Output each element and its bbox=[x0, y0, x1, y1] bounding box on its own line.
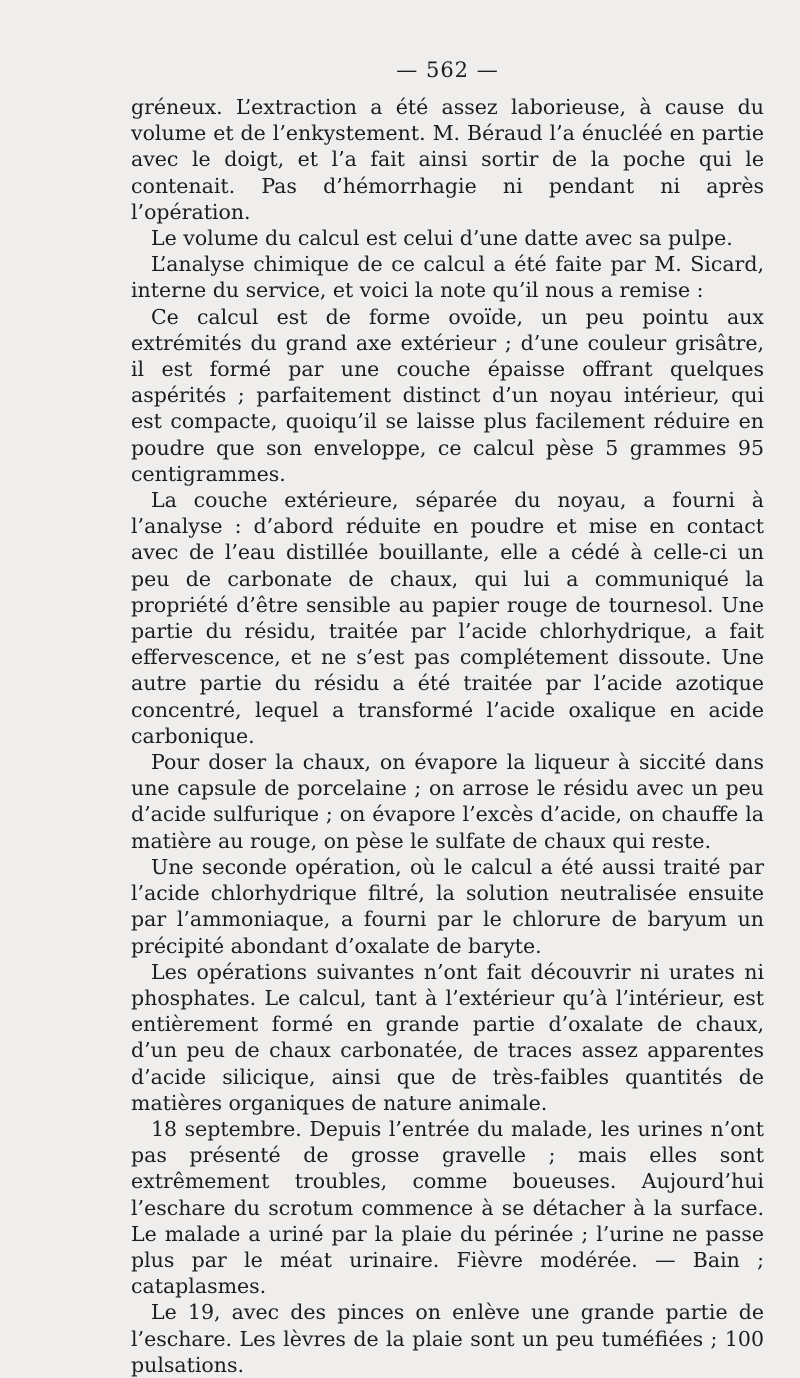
paragraph-6: Pour doser la chaux, on évapore la liqueur à siccité dans une capsule de porcelaine ; on arrose le résidu avec un peu d’acide sulfurique ; on évapore l’excès d’acide, on chauffe la matière au rouge, on pèse le sulfate de chaux qui reste. bbox=[131, 750, 764, 853]
paragraph-9: 18 septembre. Depuis l’entrée du malade, les urines n’ont pas présenté de grosse gravelle ; mais elles sont extrêmement troubles, comme boueuses. Aujourd’hui l’eschare du scrotum commence à se détacher à la surface. Le malade a uriné par la plaie du périnée ; l’urine ne passe plus par le méat urinaire. Fièvre modérée. — Bain ; cataplasmes. bbox=[131, 1116, 764, 1299]
page-number: — 562 — bbox=[396, 58, 499, 82]
paragraph-8: Les opérations suivantes n’ont fait découvrir ni urates ni phosphates. Le calcul, tant à l’extérieur qu’à l’intérieur, est entièrement formé en grande partie d’oxalate de chaux, d’un peu de chaux carbonatée, de traces assez apparentes d’acide silicique, ainsi que de très-faibles quantités de matières organiques de nature animale. bbox=[131, 959, 764, 1115]
paragraph-3: L’analyse chimique de ce calcul a été faite par M. Sicard, interne du service, et voici la note qu’il nous a remise : bbox=[131, 252, 764, 303]
paragraph-5: La couche extérieure, séparée du noyau, a fourni à l’analyse : d’abord réduite en poudre et mise en contact avec de l’eau distillée bouillante, elle a cédé à celle-ci un peu de carbonate de chaux, qui lui a communiqué la propriété d’être sensible au papier rouge de tournesol. Une partie du résidu, traitée par l’acide chlorhydrique, a fait effervescence, et ne s’est pas complétement dissoute. Une autre partie du résidu a été traitée par l’acide azotique concentré, lequel a transformé l’acide oxalique en acide carbonique. bbox=[131, 488, 764, 748]
paragraph-2: Le volume du calcul est celui d’une datte avec sa pulpe. bbox=[151, 226, 733, 251]
paragraph-4: Ce calcul est de forme ovoïde, un peu pointu aux extrémités du grand axe extérieur ; d’une couleur grisâtre, il est formé par une couche épaisse offrant quelques aspérités ; parfaitement distinct d’un noyau intérieur, qui est compacte, quoiqu’il se laisse plus facilement réduire en poudre que son enveloppe, ce calcul pèse 5 grammes 95 centigrammes. bbox=[131, 304, 764, 486]
paragraph-7: Une seconde opération, où le calcul a été aussi traité par l’acide chlorhydrique filtré, la solution neutralisée ensuite par l’ammoniaque, a fourni par le chlorure de baryum un précipité abondant d’oxalate de baryte. bbox=[131, 854, 764, 958]
paragraph-10: Le 19, avec des pinces on enlève une grande partie de l’eschare. Les lèvres de la plaie sont un peu tuméfiées ; 100 pulsations. bbox=[131, 1300, 764, 1377]
paragraph-1: gréneux. L’extraction a été assez laborieuse, à cause du volume et de l’enkystement. M. Béraud l’a énucléé en partie avec le doigt, et l’a fait ainsi sortir de la poche qui le contenait. Pas d’hémorrhagie ni pendant ni après l’opération. bbox=[131, 95, 764, 224]
